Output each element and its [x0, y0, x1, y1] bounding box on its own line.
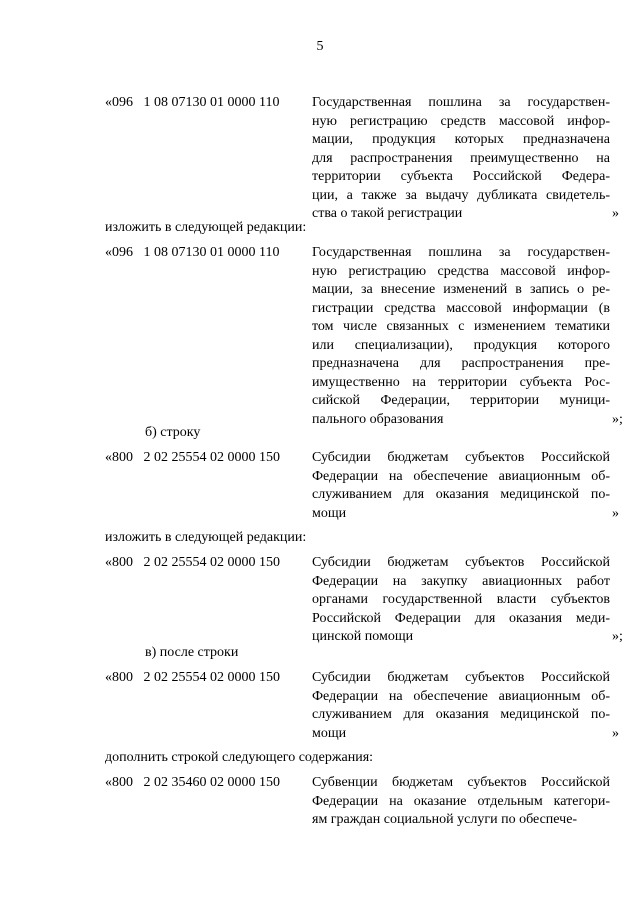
instruction-text: дополнить строкой следующего содержания: — [105, 750, 374, 765]
entry-description — [312, 554, 610, 647]
description-line: территории субъекта Российской Федера- — [312, 169, 610, 184]
entry-description — [312, 774, 610, 830]
description-line: имущественно на территории субъекта Рос- — [312, 374, 610, 390]
description-line: Федерации на закупку авиационных работ — [312, 573, 610, 589]
description-line: ную регистрацию средства массовой инфор- — [312, 263, 610, 279]
description-line: органами государственной власти субъектов — [312, 592, 610, 607]
description-line: мации, продукция которых предназначена — [312, 132, 610, 147]
subitem-label: в) после строки — [145, 645, 239, 660]
description-line: гистрации средства массовой информации (в — [312, 300, 610, 316]
description-line: или специализации), продукция которого — [312, 337, 610, 353]
description-line: предназначена для распространения пре- — [312, 356, 610, 371]
budget-classification-code: «096 1 08 07130 01 0000 110 — [105, 95, 280, 110]
description-line: мации, за внесение изменений в запись о ре- — [312, 282, 610, 297]
closing-quote: »; — [612, 629, 623, 644]
description-line: ную регистрацию средств массовой инфор- — [312, 113, 610, 129]
budget-classification-code: «800 2 02 35460 02 0000 150 — [105, 775, 280, 790]
instruction-text: изложить в следующей редакции: — [105, 530, 307, 545]
description-line: ции, а также за выдачу дубликата свидетель- — [312, 187, 610, 203]
description-line: том числе связанных с изменением тематики — [312, 319, 610, 334]
description-line: Федерации на обеспечение авиационным об- — [312, 468, 610, 484]
description-line: цинской помощи — [312, 629, 414, 644]
description-line: мощи — [312, 725, 347, 741]
budget-classification-code: «096 1 08 07130 01 0000 110 — [105, 245, 280, 260]
description-line: Субвенции бюджетам субъектов Российской — [312, 775, 610, 790]
subitem-label: б) строку — [145, 425, 201, 440]
entry-description — [312, 669, 610, 743]
description-line: Субсидии бюджетам субъектов Российской — [312, 670, 610, 685]
description-line: Федерации на обеспечение авиационным об- — [312, 688, 610, 704]
description-line: для распространения преимущественно на — [312, 150, 610, 166]
instruction-text: изложить в следующей редакции: — [105, 220, 307, 235]
description-line: Субсидии бюджетам субъектов Российской — [312, 450, 610, 465]
entry-description — [312, 94, 610, 224]
description-line: пального образования — [312, 411, 444, 427]
page-number: 5 — [316, 39, 324, 54]
description-line: ям граждан социальной услуги по обеспече- — [312, 812, 578, 827]
closing-quote: » — [612, 206, 619, 221]
description-line: служиванием для оказания медицинской по- — [312, 487, 610, 502]
description-line: Государственная пошлина за государствен- — [312, 95, 610, 110]
description-line: мощи — [312, 505, 347, 521]
description-line: ства о такой регистрации — [312, 206, 463, 221]
entry-description — [312, 244, 610, 429]
description-line: Государственная пошлина за государствен- — [312, 245, 610, 260]
entry-description — [312, 449, 610, 523]
closing-quote: » — [612, 725, 619, 741]
budget-classification-code: «800 2 02 25554 02 0000 150 — [105, 670, 280, 685]
description-line: сийской Федерации, территории муници- — [312, 393, 610, 408]
description-line: служиванием для оказания медицинской по- — [312, 707, 610, 722]
description-line: Российской Федерации для оказания меди- — [312, 610, 610, 626]
budget-classification-code: «800 2 02 25554 02 0000 150 — [105, 555, 280, 570]
description-line: Федерации на оказание отдельным категори- — [312, 793, 610, 809]
budget-classification-code: «800 2 02 25554 02 0000 150 — [105, 450, 280, 465]
closing-quote: » — [612, 505, 619, 521]
closing-quote: »; — [612, 411, 623, 427]
description-line: Субсидии бюджетам субъектов Российской — [312, 555, 610, 570]
